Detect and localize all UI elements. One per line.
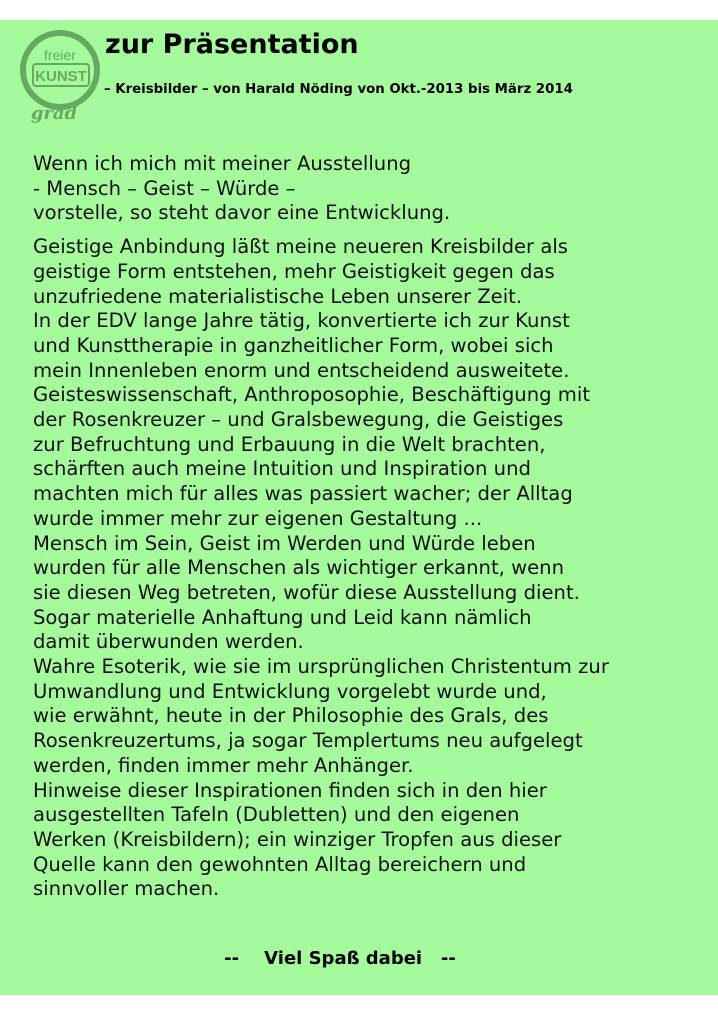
- logo-middle-text: KUNST: [35, 68, 87, 85]
- text-line: wurde immer mehr zur eigenen Gestaltung ...: [33, 506, 483, 530]
- text-line: zur Befruchtung und Erbauung in die Welt brachten,: [33, 432, 546, 456]
- freier-kunstgrad-logo: [18, 24, 108, 124]
- text-line: Werken (Kreisbildern); ein winziger Tropfen aus dieser: [33, 827, 562, 851]
- text-line: Rosenkreuzertums, ja sogar Templertums neu aufgelegt: [33, 729, 583, 753]
- body-text: [33, 152, 708, 902]
- text-line: werden, finden immer mehr Anhänger.: [33, 753, 414, 777]
- text-line: vorstelle, so steht davor eine Entwicklung.: [33, 201, 451, 225]
- text-line: damit überwunden werden.: [33, 630, 304, 654]
- intro-paragraph: [33, 152, 708, 226]
- text-line: Geistige Anbindung läßt meine neueren Kreisbilder als: [33, 235, 569, 259]
- text-line: sinnvoller machen.: [33, 877, 220, 901]
- text-line: der Rosenkreuzer – und Gralsbewegung, die Geistiges: [33, 408, 564, 432]
- text-line: wie erwähnt, heute in der Philosophie des Grals, des: [33, 704, 549, 728]
- document-page: [0, 20, 718, 995]
- text-line: In der EDV lange Jahre tätig, konvertierte ich zur Kunst: [33, 309, 570, 333]
- page-subtitle: – Kreisbilder – von Harald Nöding von Okt.-2013 bis März 2014: [104, 82, 573, 97]
- text-line: schärften auch meine Intuition und Inspiration und: [33, 457, 531, 481]
- text-line: sie diesen Weg betreten, wofür diese Ausstellung dient.: [33, 580, 580, 604]
- text-line: machten mich für alles was passiert wacher; der Alltag: [33, 482, 573, 506]
- text-line: ausgestellten Tafeln (Dubletten) und den eigenen: [33, 803, 520, 827]
- text-line: mein Innenleben enorm und entscheidend ausweitete.: [33, 358, 570, 382]
- main-paragraph: [33, 235, 708, 902]
- text-line: Wahre Esoterik, wie sie im ursprünglichen Christentum zur: [33, 655, 609, 679]
- text-line: Hinweise dieser Inspirationen finden sich in den hier: [33, 778, 547, 802]
- text-line: Geisteswissenschaft, Anthroposophie, Beschäftigung mit: [33, 383, 590, 407]
- text-line: unzufriedene materialistische Leben unserer Zeit.: [33, 284, 523, 308]
- text-line: Quelle kann den gewohnten Alltag bereichern und: [33, 852, 527, 876]
- closing-line: -- Viel Spaß dabei --: [224, 948, 456, 969]
- text-line: Wenn ich mich mit meiner Ausstellung: [33, 152, 412, 175]
- text-line: Mensch im Sein, Geist im Werden und Würde leben: [33, 531, 536, 555]
- text-line: - Mensch – Geist – Würde –: [33, 176, 296, 200]
- page-title: zur Präsentation: [105, 29, 359, 60]
- text-line: geistige Form entstehen, mehr Geistigkeit gegen das: [33, 259, 555, 283]
- text-line: und Kunsttherapie in ganzheitlicher Form, wobei sich: [33, 333, 554, 357]
- text-line: Sogar materielle Anhaftung und Leid kann nämlich: [33, 605, 532, 629]
- text-line: Umwandlung und Entwicklung vorgelebt wurde und,: [33, 679, 547, 703]
- logo-top-text: freier: [44, 47, 76, 63]
- logo-bottom-text: grad: [30, 103, 78, 124]
- text-line: wurden für alle Menschen als wichtiger erkannt, wenn: [33, 556, 565, 580]
